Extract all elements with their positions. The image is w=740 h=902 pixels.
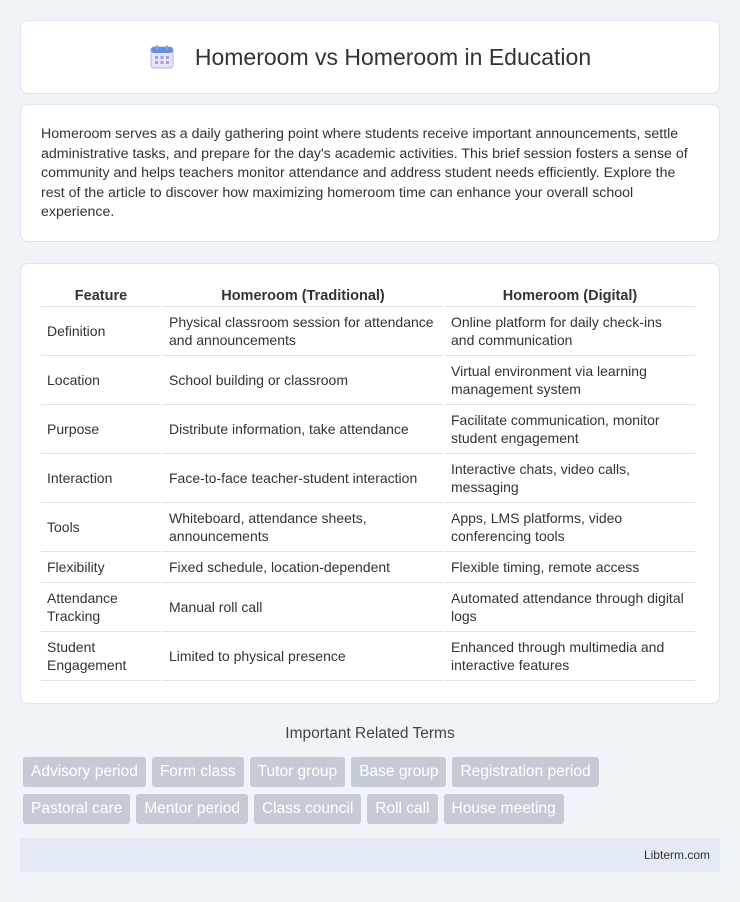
term-tag[interactable]: Roll call	[367, 794, 437, 824]
traditional-cell: Manual roll call	[163, 583, 443, 632]
digital-cell: Virtual environment via learning management system	[445, 356, 695, 405]
digital-cell: Apps, LMS platforms, video conferencing tools	[445, 503, 695, 552]
traditional-cell: Face-to-face teacher-student interaction	[163, 454, 443, 503]
table-row	[41, 503, 695, 552]
traditional-cell: School building or classroom	[163, 356, 443, 405]
feature-cell: Location	[41, 356, 161, 405]
table-row	[41, 583, 695, 632]
comparison-table	[39, 284, 697, 681]
table-row	[41, 307, 695, 356]
comparison-section	[20, 263, 720, 704]
traditional-cell: Limited to physical presence	[163, 632, 443, 681]
intro-section	[20, 104, 720, 242]
digital-cell: Automated attendance through digital logs	[445, 583, 695, 632]
column-header: Feature	[41, 284, 161, 307]
term-tag[interactable]: Tutor group	[250, 757, 346, 787]
column-header: Homeroom (Digital)	[445, 284, 695, 307]
term-tag[interactable]: House meeting	[444, 794, 564, 824]
tag-row	[23, 794, 723, 824]
feature-cell: Student Engagement	[41, 632, 161, 681]
traditional-cell: Physical classroom session for attendance and announcements	[163, 307, 443, 356]
footer-site-link[interactable]: Libterm.com	[643, 848, 710, 862]
table-row	[41, 454, 695, 503]
table-row	[41, 552, 695, 583]
digital-cell: Facilitate communication, monitor student engagement	[445, 405, 695, 454]
footer	[20, 838, 720, 872]
traditional-cell: Distribute information, take attendance	[163, 405, 443, 454]
calendar-icon	[149, 44, 175, 70]
table-row	[41, 405, 695, 454]
feature-cell: Tools	[41, 503, 161, 552]
traditional-cell: Whiteboard, attendance sheets, announcements	[163, 503, 443, 552]
related-terms-title: Important Related Terms	[285, 725, 455, 742]
digital-cell: Online platform for daily check-ins and communication	[445, 307, 695, 356]
tag-row	[23, 757, 723, 787]
related-terms-list	[23, 757, 723, 831]
term-tag[interactable]: Pastoral care	[23, 794, 130, 824]
digital-cell: Flexible timing, remote access	[445, 552, 695, 583]
traditional-cell: Fixed schedule, location-dependent	[163, 552, 443, 583]
term-tag[interactable]: Class council	[254, 794, 361, 824]
feature-cell: Purpose	[41, 405, 161, 454]
feature-cell: Flexibility	[41, 552, 161, 583]
feature-cell: Interaction	[41, 454, 161, 503]
term-tag[interactable]: Advisory period	[23, 757, 146, 787]
table-row	[41, 356, 695, 405]
feature-cell: Definition	[41, 307, 161, 356]
term-tag[interactable]: Form class	[152, 757, 244, 787]
page-title: Homeroom vs Homeroom in Education	[194, 43, 592, 70]
table-row	[41, 632, 695, 681]
column-header: Homeroom (Traditional)	[163, 284, 443, 307]
intro-text: Homeroom serves as a daily gathering point where students receive important announcements, settle administrative tasks, and prepare for the day's academic activities. This brief session fosters a sense of community and helps teachers monitor attendance and address student needs efficiently. Explore the rest of the article to discover how maximizing homeroom time can enhance your overall school experience.	[41, 126, 688, 220]
feature-cell: Attendance Tracking	[41, 583, 161, 632]
term-tag[interactable]: Registration period	[452, 757, 598, 787]
term-tag[interactable]: Base group	[351, 757, 446, 787]
table-header-row	[41, 284, 695, 307]
page-header	[20, 20, 720, 94]
digital-cell: Interactive chats, video calls, messaging	[445, 454, 695, 503]
digital-cell: Enhanced through multimedia and interactive features	[445, 632, 695, 681]
term-tag[interactable]: Mentor period	[136, 794, 248, 824]
